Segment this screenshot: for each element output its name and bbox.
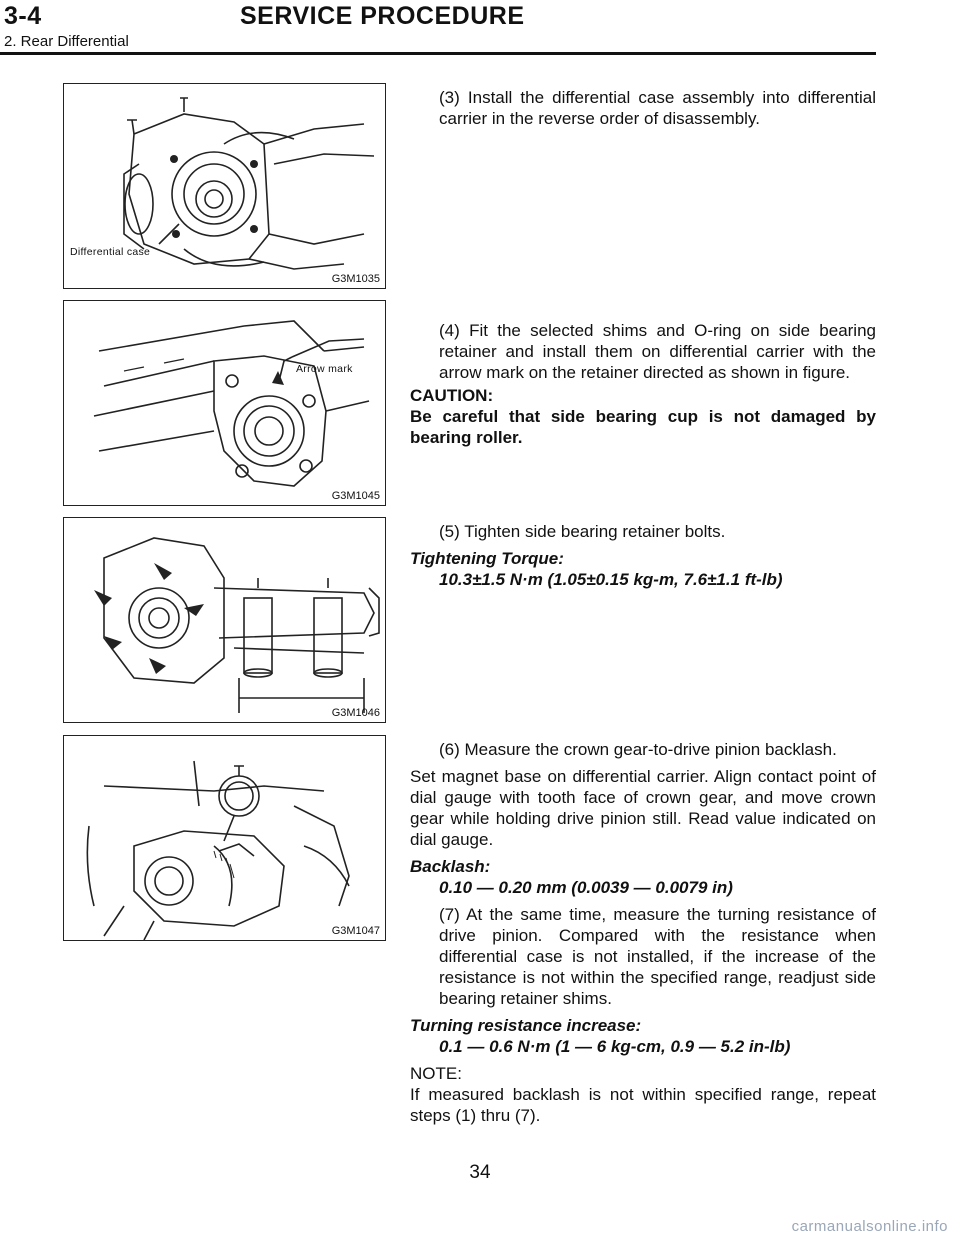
figure-arrow-mark [63, 300, 386, 506]
note-text: If measured backlash is not within specified range, repeat steps (1) thru (7). [410, 1085, 876, 1125]
step-5-block [410, 521, 876, 590]
figure-dial-gauge [63, 735, 386, 941]
dial-gauge-illustration [64, 736, 385, 940]
figure-code: G3M1046 [331, 707, 380, 719]
step-3-block [410, 87, 876, 129]
figure-label: Differential case [70, 246, 151, 258]
section-number: 3-4 [4, 2, 42, 30]
watermark: carmanualsonline.info [791, 1218, 948, 1235]
step-3-text: (3) Install the differential case assembly into differential carrier in the reverse order of disassembly. [439, 88, 876, 128]
resistance-value: 0.1 — 0.6 N·m (1 — 6 kg-cm, 0.9 — 5.2 in-lb) [439, 1037, 791, 1056]
backlash-value: 0.10 — 0.20 mm (0.0039 — 0.0079 in) [439, 878, 733, 897]
torque-label: Tightening Torque: [410, 549, 564, 568]
caution-label: CAUTION: [410, 386, 494, 405]
step-7-text: (7) At the same time, measure the turning resistance of drive pinion. Compared with the resistance when differential case is not installed, if the increase of the resistance is not within the specified range, readjust side bearing retainer shims. [439, 905, 876, 1008]
figure-code: G3M1045 [331, 490, 380, 502]
caution-text: Be careful that side bearing cup is not damaged by bearing roller. [410, 407, 876, 447]
torque-value: 10.3±1.5 N·m (1.05±0.15 kg-m, 7.6±1.1 ft-lb) [439, 570, 783, 589]
retainer-bolts-illustration [64, 518, 385, 722]
figure-label: Arrow mark [296, 363, 353, 375]
backlash-label: Backlash: [410, 857, 491, 876]
figure-differential-case [63, 83, 386, 289]
figure-retainer-bolts [63, 517, 386, 723]
note-label: NOTE: [410, 1064, 462, 1083]
step-5-text: (5) Tighten side bearing retainer bolts. [439, 522, 726, 541]
subsection-title: 2. Rear Differential [4, 33, 129, 50]
figure-code: G3M1047 [331, 925, 380, 937]
step-4-block [410, 320, 876, 448]
step-6-7-block [410, 739, 876, 1126]
page-title: SERVICE PROCEDURE [240, 2, 525, 30]
step-6-detail: Set magnet base on differential carrier. Align contact point of dial gauge with tooth face of crown gear, and move crown gear while holding drive pinion still. Read value indicated on dial gauge. [410, 767, 876, 849]
side-bearing-retainer-illustration [64, 301, 385, 505]
header-rule [0, 52, 876, 55]
resistance-label: Turning resistance increase: [410, 1016, 642, 1035]
figure-code: G3M1035 [331, 273, 380, 285]
step-4-text: (4) Fit the selected shims and O-ring on side bearing retainer and install them on differential carrier with the arrow mark on the retainer directed as shown in figure. [439, 321, 876, 382]
step-6-text: (6) Measure the crown gear-to-drive pinion backlash. [439, 740, 837, 759]
page-number: 34 [469, 1162, 491, 1183]
